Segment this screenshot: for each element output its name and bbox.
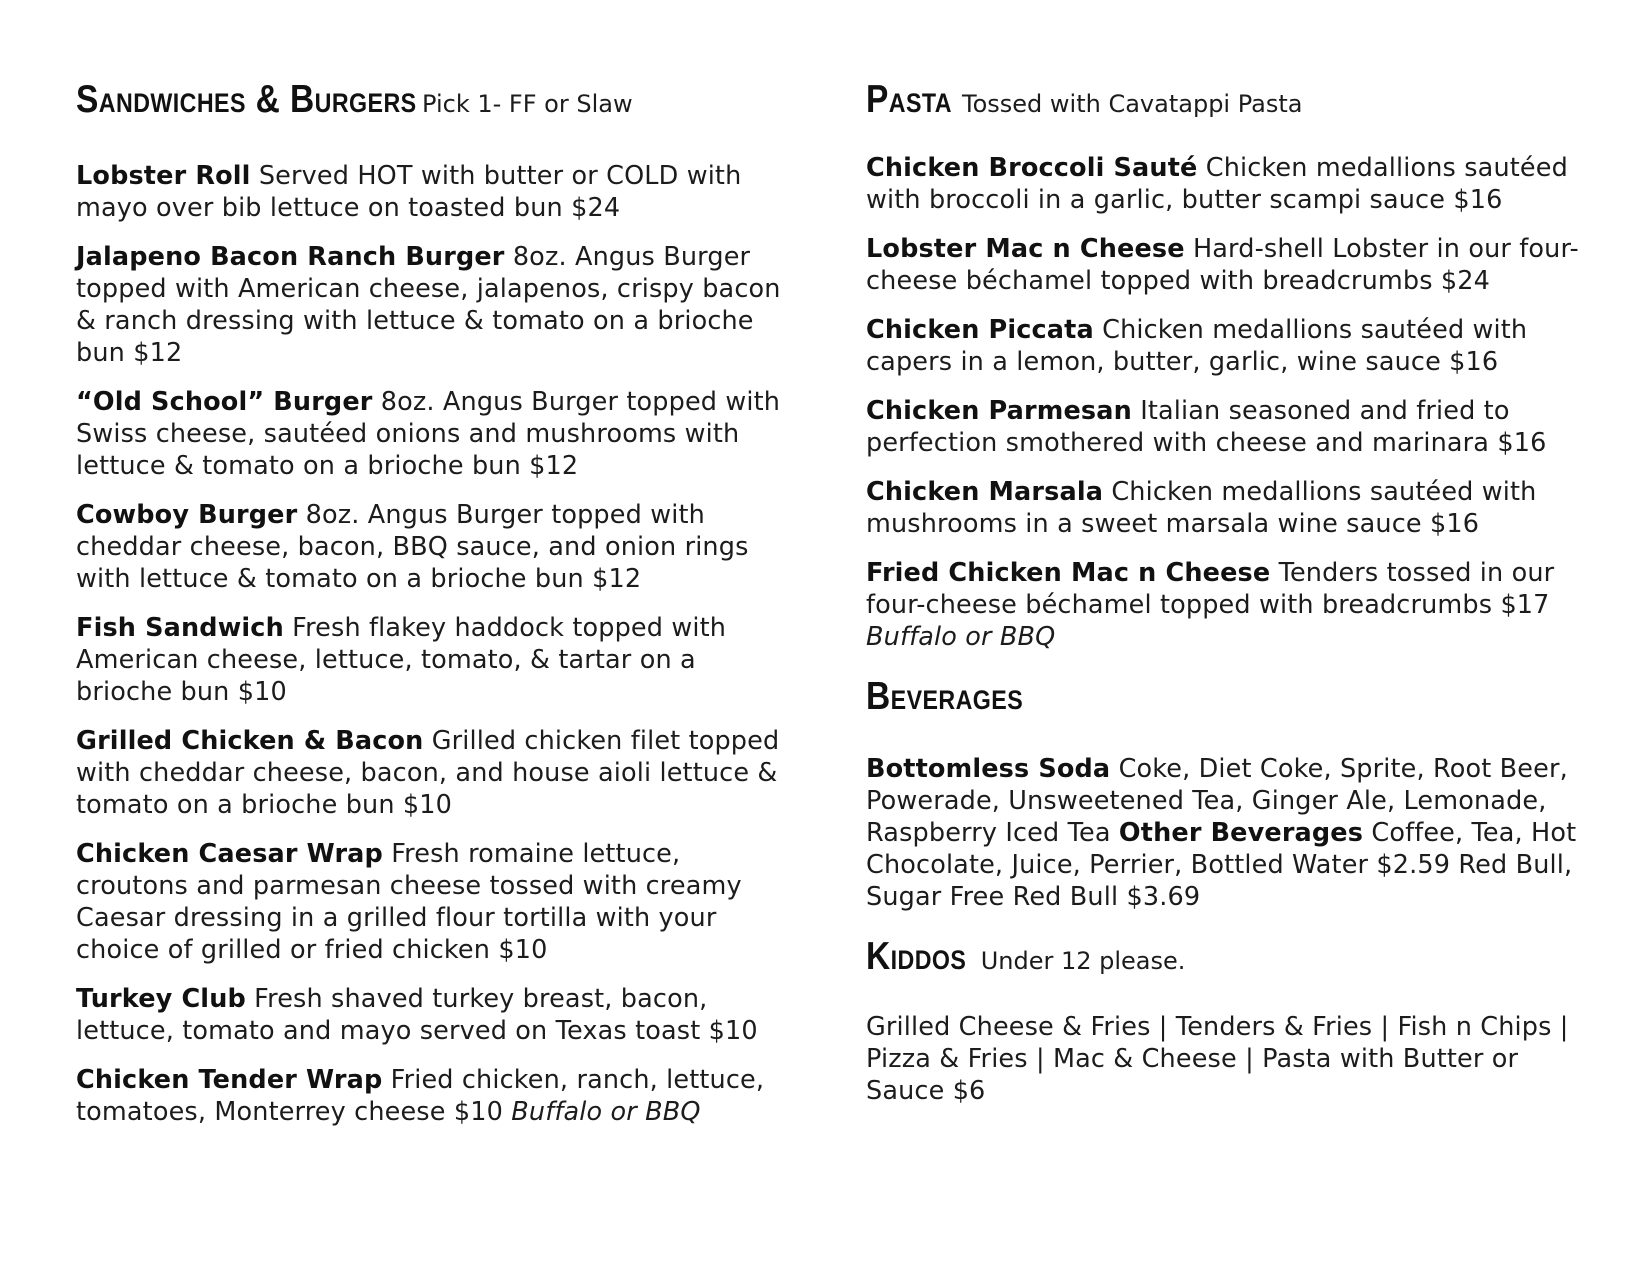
menu-item-turkey-club bbox=[76, 983, 796, 1047]
pasta-list bbox=[866, 152, 1586, 653]
right-column bbox=[866, 78, 1586, 1107]
item-name: Jalapeno Bacon Ranch Burger bbox=[76, 242, 505, 272]
menu-item-old-school-burger bbox=[76, 386, 796, 482]
bottomless-soda-label: Bottomless Soda bbox=[866, 754, 1111, 784]
item-description: Fresh romaine lettuce, croutons and parmesan cheese tossed with creamy Caesar dressing in a grilled flour tortilla with your choice of grilled or fried chicken $10 bbox=[76, 839, 742, 965]
other-beverages-label: Other Beverages bbox=[1118, 818, 1364, 848]
item-name: Lobster Roll bbox=[76, 161, 251, 191]
beverages-heading bbox=[866, 675, 1586, 719]
item-description: Hard-shell Lobster in our four-cheese béchamel topped with breadcrumbs $24 bbox=[866, 234, 1579, 296]
other-beverages-description: Coffee, Tea, Hot Chocolate, Juice, Perrier, Bottled Water $2.59 Red Bull, Sugar Free Red Bull $3.69 bbox=[866, 818, 1577, 912]
item-description: Fried chicken, ranch, lettuce, tomatoes, Monterrey cheese $10 bbox=[76, 1065, 765, 1127]
item-description: 8oz. Angus Burger topped with Swiss cheese, sautéed onions and mushrooms with lettuce & tomato on a brioche bun $12 bbox=[76, 387, 781, 481]
kiddos-heading bbox=[866, 935, 1586, 979]
pasta-title: Pasta bbox=[866, 78, 953, 121]
item-description: 8oz. Angus Burger topped with cheddar cheese, bacon, BBQ sauce, and onion rings with lettuce & tomato on a brioche bun $12 bbox=[76, 500, 749, 594]
item-name: Chicken Caesar Wrap bbox=[76, 839, 383, 869]
sandwiches-list bbox=[76, 160, 796, 1128]
menu-item-lobster-mac bbox=[866, 233, 1586, 297]
menu-item-lobster-roll bbox=[76, 160, 796, 224]
menu-item-jalapeno-burger bbox=[76, 241, 796, 369]
item-description: Italian seasoned and fried to perfection smothered with cheese and marinara $16 bbox=[866, 396, 1547, 458]
pasta-subtitle: Tossed with Cavatappi Pasta bbox=[962, 90, 1303, 118]
item-name: Chicken Piccata bbox=[866, 315, 1094, 345]
item-name: Chicken Tender Wrap bbox=[76, 1065, 383, 1095]
sandwiches-subtitle: Pick 1- FF or Slaw bbox=[422, 90, 633, 118]
menu-item-chicken-marsala bbox=[866, 476, 1586, 540]
item-name: Lobster Mac n Cheese bbox=[866, 234, 1185, 264]
item-name: Chicken Broccoli Sauté bbox=[866, 153, 1198, 183]
item-note: Buffalo or BBQ bbox=[511, 1097, 701, 1127]
menu-item-grilled-chicken-bacon bbox=[76, 725, 796, 821]
bottomless-soda-description: Coke, Diet Coke, Sprite, Root Beer, Powerade, Unsweetened Tea, Ginger Ale, Lemonade, Raspberry Iced Tea bbox=[866, 754, 1568, 848]
item-description: Grilled chicken filet topped with cheddar cheese, bacon, and house aioli lettuce & tomato on a brioche bun $10 bbox=[76, 726, 780, 820]
menu-item-chicken-caesar-wrap bbox=[76, 838, 796, 966]
item-description: Fresh flakey haddock topped with American cheese, lettuce, tomato, & tartar on a brioche bun $10 bbox=[76, 613, 727, 707]
item-name: Chicken Marsala bbox=[866, 477, 1104, 507]
menu-item-chicken-broccoli bbox=[866, 152, 1586, 216]
pasta-heading bbox=[866, 78, 1586, 122]
menu-item-cowboy-burger bbox=[76, 499, 796, 595]
item-name: Cowboy Burger bbox=[76, 500, 298, 530]
item-description: Chicken medallions sautéed with mushrooms in a sweet marsala wine sauce $16 bbox=[866, 477, 1537, 539]
left-column bbox=[76, 78, 796, 1145]
item-description: 8oz. Angus Burger topped with American cheese, jalapenos, crispy bacon & ranch dressing with lettuce & tomato on a brioche bun $12 bbox=[76, 242, 781, 368]
menu-item-chicken-tender-wrap bbox=[76, 1064, 796, 1128]
item-description: Tenders tossed in our four-cheese béchamel topped with breadcrumbs $17 bbox=[866, 558, 1555, 620]
item-name: Fried Chicken Mac n Cheese bbox=[866, 558, 1271, 588]
item-name: Turkey Club bbox=[76, 984, 246, 1014]
sandwiches-title: Sandwiches & Burgers bbox=[76, 78, 417, 121]
kiddos-items: Grilled Cheese & Fries | Tenders & Fries | Fish n Chips | Pizza & Fries | Mac & Cheese | Pasta with Butter or Sauce $6 bbox=[866, 1012, 1569, 1106]
menu-item-fish-sandwich bbox=[76, 612, 796, 708]
menu-item-chicken-piccata bbox=[866, 314, 1586, 378]
item-name: Chicken Parmesan bbox=[866, 396, 1132, 426]
sandwiches-heading bbox=[76, 78, 796, 122]
kiddos-subtitle: Under 12 please. bbox=[980, 947, 1186, 975]
item-name: Fish Sandwich bbox=[76, 613, 284, 643]
item-name: “Old School” Burger bbox=[76, 387, 373, 417]
beverages-text bbox=[866, 753, 1586, 913]
item-description: Fresh shaved turkey breast, bacon, lettuce, tomato and mayo served on Texas toast $10 bbox=[76, 984, 758, 1046]
item-description: Served HOT with butter or COLD with mayo over bib lettuce on toasted bun $24 bbox=[76, 161, 742, 223]
item-note: Buffalo or BBQ bbox=[866, 622, 1056, 652]
item-name: Grilled Chicken & Bacon bbox=[76, 726, 424, 756]
menu-item-chicken-parmesan bbox=[866, 395, 1586, 459]
kiddos-title: Kiddos bbox=[866, 935, 967, 978]
menu-item-fried-chicken-mac bbox=[866, 557, 1586, 653]
item-description: Chicken medallions sautéed with capers in a lemon, butter, garlic, wine sauce $16 bbox=[866, 315, 1528, 377]
beverages-title: Beverages bbox=[866, 675, 1024, 718]
item-description: Chicken medallions sautéed with broccoli in a garlic, butter scampi sauce $16 bbox=[866, 153, 1568, 215]
